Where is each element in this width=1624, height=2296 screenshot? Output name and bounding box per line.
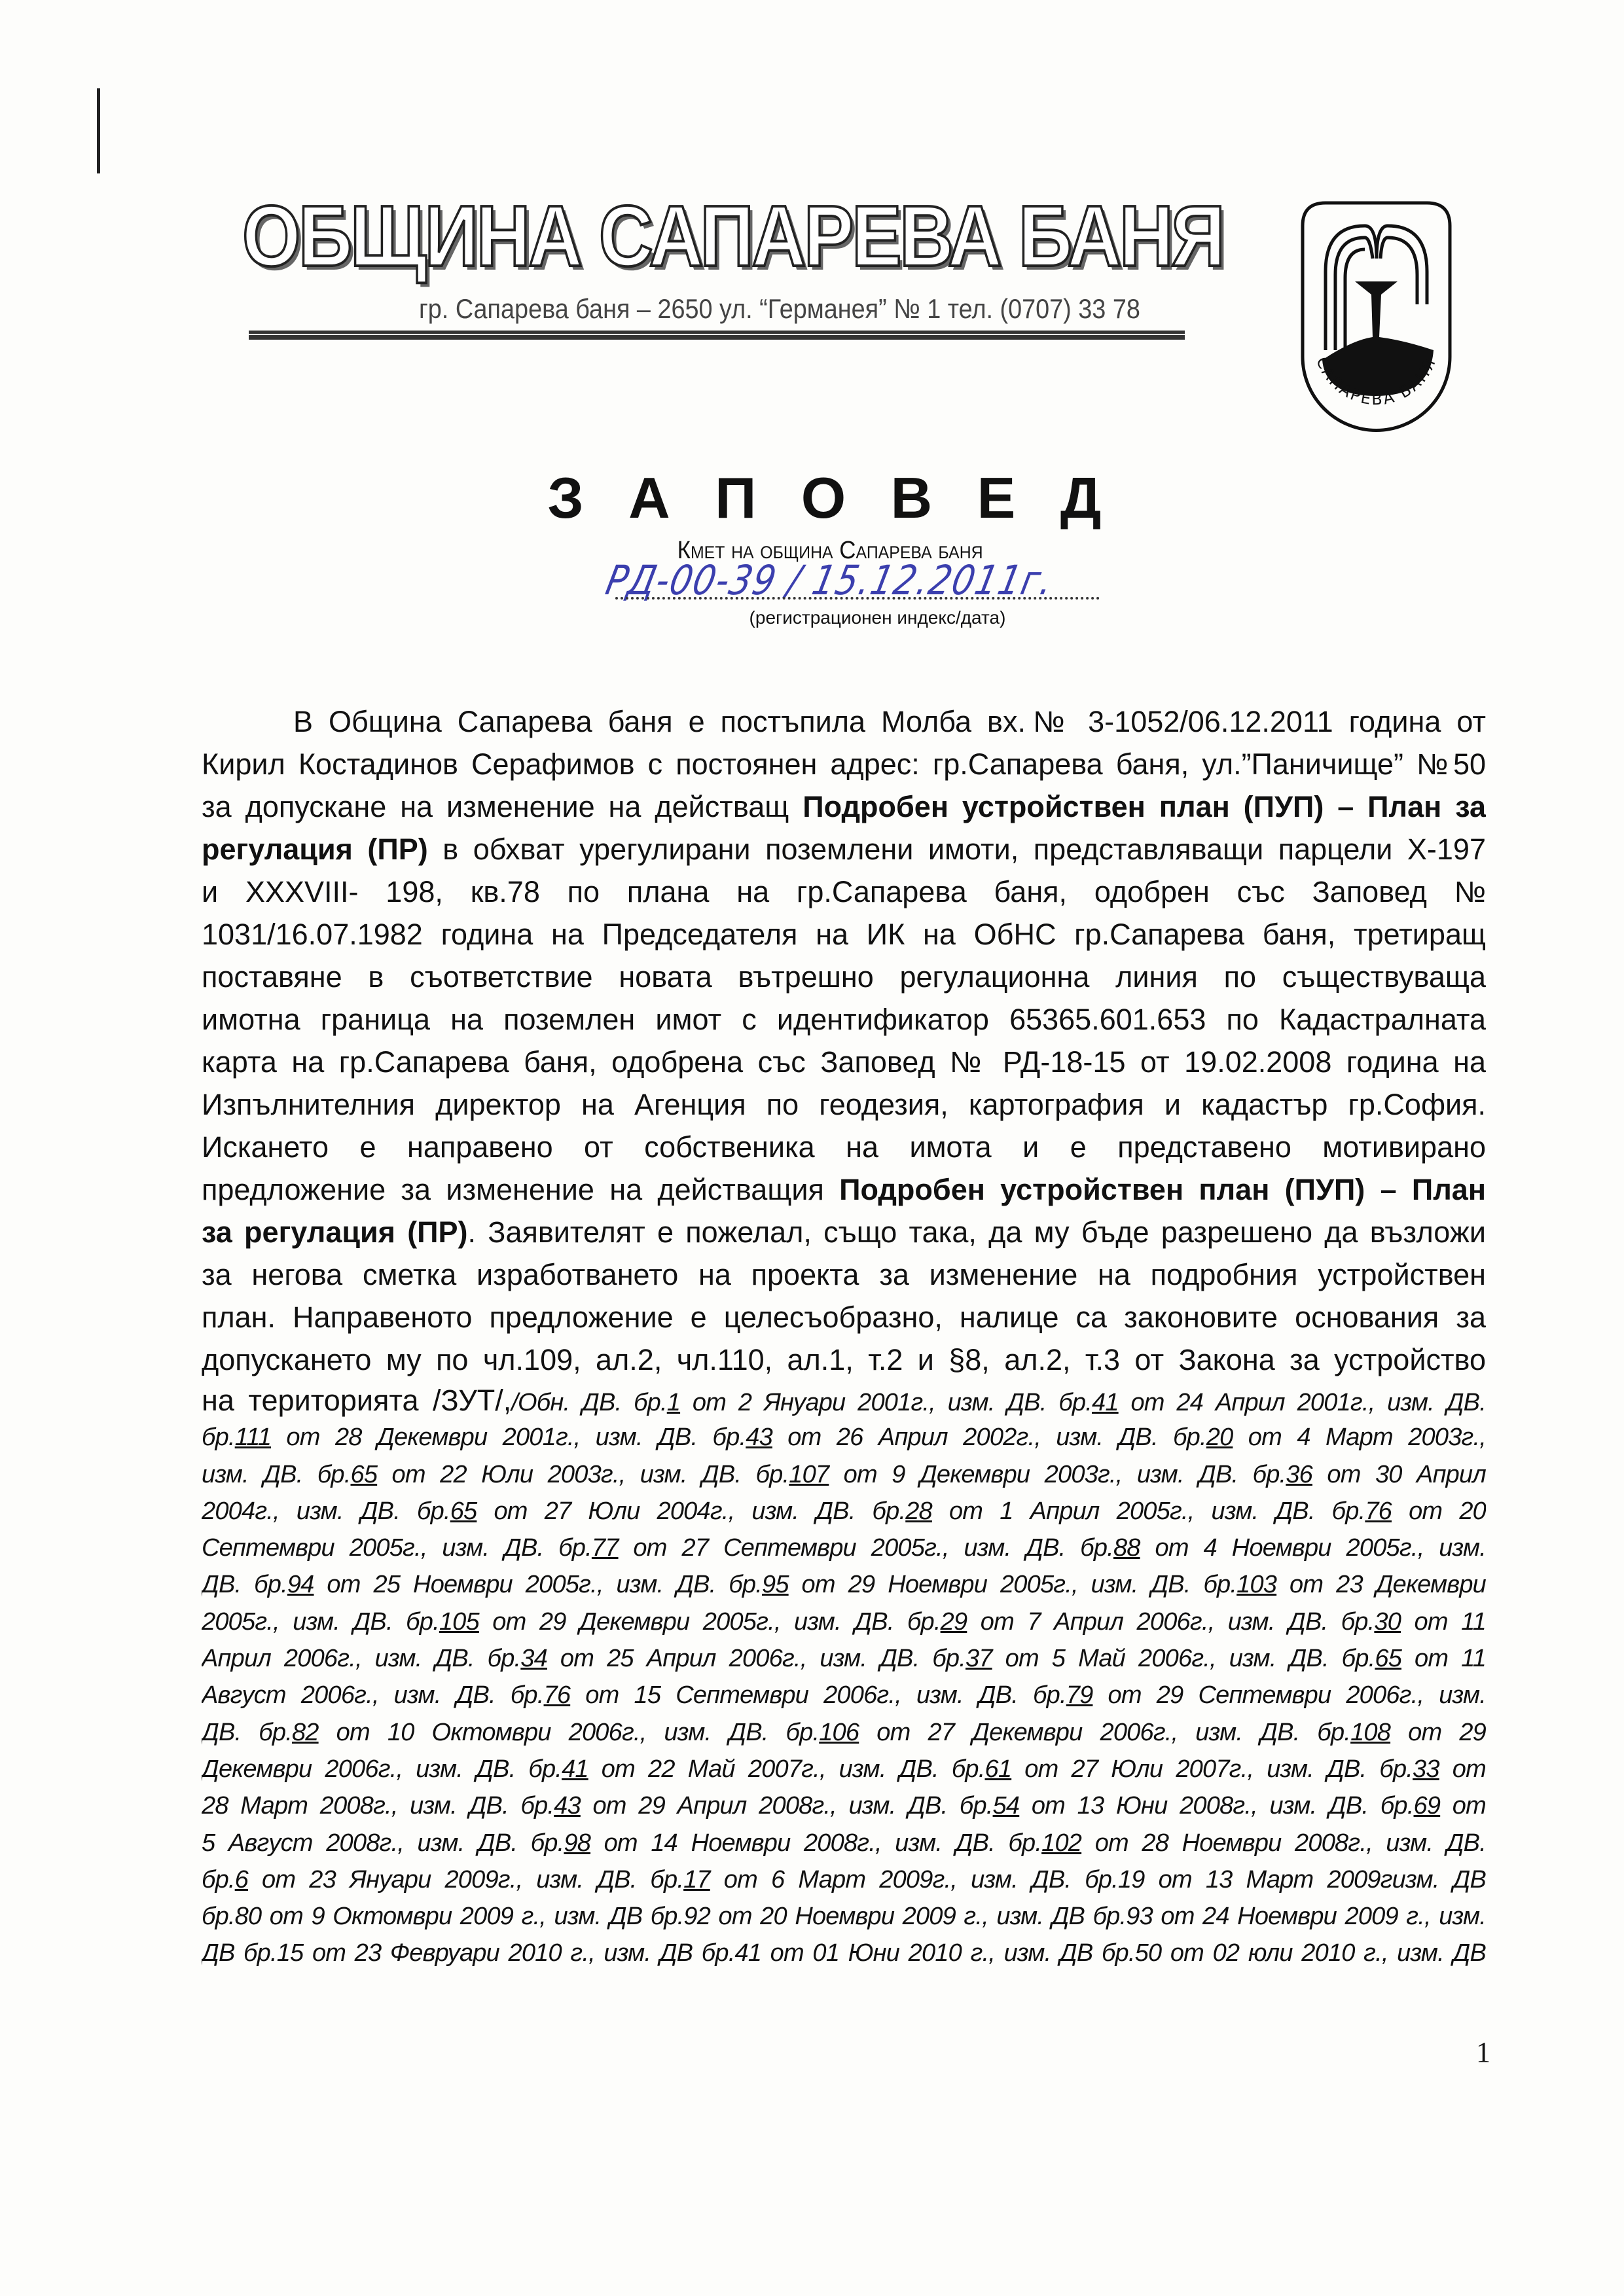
gazette-issue-number: 20 bbox=[1206, 1424, 1233, 1452]
body-line bbox=[202, 870, 1486, 913]
margin-mark bbox=[97, 88, 100, 173]
text-segment: бр.80 от 9 Октомври 2009 г., изм. ДВ бр.92 от 20 Ноември 2009 г., изм. ДВ бр.93 от 24 Ноември 2009 г., изм. bbox=[202, 1903, 1486, 1931]
text-segment: Изпълнителния директор на Агенция по геодезия, картография и кадастър гр.София. bbox=[202, 1088, 1486, 1121]
text-segment: Декември 2006г., изм. ДВ. бр. bbox=[202, 1755, 562, 1783]
body-line bbox=[202, 1296, 1486, 1338]
body-line bbox=[202, 1041, 1486, 1083]
text-segment: В Община Сапарева баня е постъпила Молба вх.№ 3-1052/06.12.2011 година от bbox=[293, 705, 1486, 738]
text-segment: поставяне в съответствие новата вътрешно регулационна линия по съществуваща bbox=[202, 960, 1486, 994]
gazette-issue-number: 107 bbox=[789, 1460, 829, 1488]
gazette-issue-number: 54 bbox=[992, 1792, 1020, 1820]
gazette-issue-number: 65 bbox=[1375, 1645, 1402, 1673]
text-segment: от 29 Декември 2005г., изм. ДВ. бр. bbox=[478, 1607, 941, 1636]
legal-reference-line bbox=[202, 1787, 1486, 1824]
registration-dotted-line bbox=[615, 597, 1100, 600]
gazette-issue-number: 102 bbox=[1041, 1829, 1082, 1857]
bold-text-segment: регулация (ПР) bbox=[202, 833, 428, 866]
legal-reference-line bbox=[202, 1530, 1486, 1566]
legal-reference-line bbox=[202, 1825, 1486, 1861]
text-segment: от 4 Март 2003г., bbox=[1233, 1424, 1486, 1452]
text-segment: Август 2006г., изм. ДВ. бр. bbox=[202, 1681, 544, 1710]
text-segment: от 27 Юли 2004г., изм. ДВ. бр. bbox=[477, 1497, 906, 1525]
text-segment: 2005г., изм. ДВ. бр. bbox=[202, 1607, 439, 1636]
text-segment: имотна граница на поземлен имот с идентификатор 65365.601.653 по Кадастралната bbox=[202, 1003, 1486, 1036]
text-segment: от 11 bbox=[1401, 1645, 1486, 1673]
gazette-issue-number: 108 bbox=[1350, 1718, 1391, 1746]
text-segment: от 27 Юли 2007г., изм. ДВ. бр. bbox=[1011, 1755, 1413, 1783]
text-segment: от 25 Април 2006г., изм. ДВ. бр. bbox=[547, 1645, 965, 1673]
body-line bbox=[202, 1253, 1486, 1296]
text-segment: бр. bbox=[202, 1424, 235, 1452]
legal-reference-line bbox=[202, 1419, 1486, 1456]
gazette-issue-number: 34 bbox=[520, 1645, 547, 1673]
letterhead-org-name: ОБЩИНА САПАРЕВА БАНЯ bbox=[242, 188, 1223, 284]
gazette-issue-number: 65 bbox=[350, 1460, 378, 1488]
text-segment: от 28 Ноември 2008г., изм. ДВ. bbox=[1081, 1829, 1486, 1857]
gazette-issue-number: 77 bbox=[591, 1534, 619, 1562]
gazette-issue-number: 69 bbox=[1413, 1792, 1441, 1820]
gazette-issue-number: 37 bbox=[965, 1645, 992, 1673]
body-line bbox=[202, 1338, 1486, 1381]
text-segment: 1031/16.07.1982 година на Председателя на ИК на ОбНС гр.Сапарева баня, третиращ bbox=[202, 918, 1486, 951]
legal-reference-line bbox=[202, 1861, 1486, 1898]
gazette-issue-number: 41 bbox=[562, 1755, 588, 1783]
text-segment: за негова сметка изработването на проекта за изменение на подробния устройствен bbox=[202, 1258, 1486, 1291]
text-segment: от 23 Януари 2009г., изм. ДВ. бр. bbox=[248, 1865, 684, 1893]
handwritten-registration-number: РД-00-39 / 15.12.2011г. bbox=[602, 556, 1058, 604]
text-segment: от bbox=[1439, 1755, 1486, 1783]
gazette-issue-number: 94 bbox=[287, 1571, 314, 1599]
text-segment: от 27 Септември 2005г., изм. ДВ. бр. bbox=[618, 1534, 1113, 1562]
body-line bbox=[202, 998, 1486, 1041]
municipality-coat-of-arms-logo bbox=[1299, 200, 1453, 442]
gazette-issue-number: 43 bbox=[554, 1792, 581, 1820]
text-segment: от 28 Декември 2001г., изм. ДВ. бр. bbox=[271, 1424, 746, 1452]
text-segment: от 26 Април 2002г., изм. ДВ. бр. bbox=[772, 1424, 1206, 1452]
text-segment: 28 Март 2008г., изм. ДВ. бр. bbox=[202, 1792, 554, 1820]
text-segment: карта на гр.Сапарева баня, одобрена със Заповед № РД-18-15 от 19.02.2008 година на bbox=[202, 1045, 1486, 1079]
text-segment: от 5 Май 2006г., изм. ДВ. бр. bbox=[992, 1645, 1375, 1673]
text-segment: от 29 Септември 2006г., изм. bbox=[1092, 1681, 1486, 1710]
gazette-issue-number: 76 bbox=[1365, 1497, 1392, 1525]
gazette-issue-number: 28 bbox=[905, 1497, 932, 1525]
text-segment: от 22 Май 2007г., изм. ДВ. бр. bbox=[588, 1755, 985, 1783]
legal-reference-line bbox=[202, 1898, 1486, 1935]
letterhead-divider bbox=[249, 331, 1185, 340]
legal-lead-text: на територията /ЗУТ/, bbox=[202, 1384, 512, 1417]
text-segment: 5 Август 2008г., изм. ДВ. бр. bbox=[202, 1829, 564, 1857]
gazette-issue-number: 41 bbox=[1091, 1389, 1119, 1416]
text-segment: . Заявителят е пожелал, също така, да му бъде разрешено да възложи bbox=[467, 1215, 1486, 1249]
text-segment: Искането е направено от собственика на имота и е представено мотивирано bbox=[202, 1130, 1486, 1164]
text-segment: ДВ. бр. bbox=[202, 1571, 287, 1599]
body-line bbox=[202, 1168, 1486, 1211]
body-line bbox=[202, 1211, 1486, 1253]
text-segment: Кирил Костадинов Серафимов с постоянен адрес: гр.Сапарева баня, ул.”Паничище” №50 bbox=[202, 747, 1486, 781]
text-segment: Април 2006г., изм. ДВ. бр. bbox=[202, 1645, 521, 1673]
gazette-issue-number: 106 bbox=[819, 1718, 859, 1746]
text-segment: от 7 Април 2006г., изм. ДВ. бр. bbox=[967, 1607, 1375, 1636]
gazette-issue-number: 105 bbox=[439, 1607, 479, 1636]
text-segment: от 29 bbox=[1390, 1718, 1486, 1746]
letterhead-address: гр. Сапарева баня – 2650 ул. “Германея” № 1 тел. (0707) 33 78 bbox=[419, 293, 1140, 324]
text-segment: от 29 Април 2008г., изм. ДВ. бр. bbox=[580, 1792, 993, 1820]
legal-reference-line bbox=[202, 1640, 1486, 1677]
legal-reference-line bbox=[202, 1714, 1486, 1751]
text-segment: от 13 Юни 2008г., изм. ДВ. бр. bbox=[1019, 1792, 1414, 1820]
text-segment: от 2 Януари 2001г., изм. ДВ. бр. bbox=[680, 1389, 1092, 1416]
gazette-issue-number: 36 bbox=[1286, 1460, 1312, 1488]
text-segment: от 1 Април 2005г., изм. ДВ. бр. bbox=[931, 1497, 1365, 1525]
gazette-issue-number: 111 bbox=[234, 1424, 272, 1452]
text-segment: изм. ДВ. бр. bbox=[202, 1460, 351, 1488]
text-segment: ДВ бр.15 от 23 Февруари 2010 г., изм. ДВ бр.41 от 01 Юни 2010 г., изм. ДВ бр.50 от 02 юли 2010 г., изм. ДВ bbox=[202, 1939, 1486, 1967]
document-title: З А П О В Е Д bbox=[547, 465, 1116, 530]
gazette-issue-number: 33 bbox=[1413, 1755, 1439, 1783]
gazette-issue-number: 29 bbox=[940, 1607, 967, 1636]
text-segment: и XXXVIII- 198, кв.78 по плана на гр.Сапарева баня, одобрен със Заповед № bbox=[202, 875, 1486, 908]
text-segment: от 27 Декември 2006г., изм. ДВ. бр. bbox=[859, 1718, 1351, 1746]
body-line bbox=[202, 700, 1486, 743]
body-line bbox=[202, 1126, 1486, 1168]
text-segment: от 29 Ноември 2005г., изм. ДВ. бр. bbox=[788, 1571, 1237, 1599]
text-segment: за допускане на изменение на действащ bbox=[202, 790, 803, 823]
text-segment: предложение за изменение на действащия bbox=[202, 1173, 840, 1206]
text-segment: /Обн. ДВ. бр. bbox=[511, 1389, 667, 1416]
gazette-issue-number: 82 bbox=[291, 1718, 319, 1746]
text-segment: от bbox=[1440, 1792, 1486, 1820]
text-segment: от 14 Ноември 2008г., изм. ДВ. бр. bbox=[590, 1829, 1042, 1857]
gazette-issue-number: 17 bbox=[683, 1865, 710, 1893]
bold-text-segment: Подробен устройствен план (ПУП) – План bbox=[839, 1173, 1486, 1206]
text-segment: от 22 Юли 2003г., изм. ДВ. бр. bbox=[377, 1460, 789, 1488]
text-segment: 2004г., изм. ДВ. бр. bbox=[202, 1497, 450, 1525]
gazette-issue-number: 103 bbox=[1236, 1571, 1277, 1599]
gazette-issue-number: 79 bbox=[1066, 1681, 1093, 1710]
text-segment: от 10 Октомври 2006г., изм. ДВ. бр. bbox=[318, 1718, 820, 1746]
legal-reference-line bbox=[202, 1566, 1486, 1603]
legal-reference-line bbox=[202, 1604, 1486, 1640]
text-segment: от 15 Септември 2006г., изм. ДВ. бр. bbox=[570, 1681, 1066, 1710]
gazette-issue-number: 98 bbox=[564, 1829, 591, 1857]
text-segment: Септември 2005г., изм. ДВ. бр. bbox=[202, 1534, 592, 1562]
gazette-issue-number: 88 bbox=[1113, 1534, 1140, 1562]
text-segment: от 11 bbox=[1401, 1607, 1486, 1636]
bold-text-segment: за регулация (ПР) bbox=[202, 1215, 468, 1249]
body-line bbox=[202, 1083, 1486, 1126]
text-segment: от 24 Април 2001г., изм. ДВ. bbox=[1118, 1389, 1486, 1416]
legal-reference-line bbox=[202, 1935, 1486, 1971]
text-segment: от 4 Ноември 2005г., изм. bbox=[1140, 1534, 1486, 1562]
body-line bbox=[202, 956, 1486, 998]
gazette-issue-number: 43 bbox=[746, 1424, 772, 1452]
text-segment: от 6 Март 2009г., изм. ДВ. бр.19 от 13 Март 2009гизм. ДВ bbox=[710, 1865, 1486, 1893]
text-segment: от 20 bbox=[1392, 1497, 1486, 1525]
text-segment: от 30 Април bbox=[1312, 1460, 1486, 1488]
gazette-issue-number: 30 bbox=[1374, 1607, 1401, 1636]
bold-text-segment: Подробен устройствен план (ПУП) – План за bbox=[803, 790, 1486, 823]
gazette-issue-number: 1 bbox=[666, 1389, 681, 1416]
gazette-issue-number: 6 bbox=[234, 1865, 249, 1893]
text-segment: ДВ. бр. bbox=[202, 1718, 292, 1746]
page-number: 1 bbox=[1476, 2036, 1490, 2068]
text-segment: план. Направеното предложение е целесъобразно, налице са законовите основания за bbox=[202, 1300, 1486, 1334]
gazette-issue-number: 76 bbox=[543, 1681, 571, 1710]
legal-reference-line bbox=[202, 1493, 1486, 1530]
legal-reference-line bbox=[202, 1751, 1486, 1787]
legal-reference-line bbox=[202, 1382, 1486, 1419]
body-line bbox=[202, 828, 1486, 870]
gazette-issue-number: 65 bbox=[450, 1497, 477, 1525]
document-issuer: Кмет на община Сапарева баня bbox=[677, 537, 983, 564]
text-segment: от 9 Декември 2003г., изм. ДВ. бр. bbox=[829, 1460, 1286, 1488]
text-segment: в обхват урегулирани поземлени имоти, представляващи парцели Х-197 bbox=[427, 833, 1486, 866]
gazette-issue-number: 61 bbox=[984, 1755, 1012, 1783]
text-segment: бр. bbox=[202, 1865, 235, 1893]
body-line bbox=[202, 785, 1486, 828]
order-body-paragraph bbox=[202, 700, 1486, 1381]
text-segment: от 23 Декември bbox=[1276, 1571, 1486, 1599]
body-line bbox=[202, 913, 1486, 956]
gazette-issue-number: 95 bbox=[761, 1571, 789, 1599]
legal-reference-line bbox=[202, 1677, 1486, 1713]
legal-reference-line bbox=[202, 1456, 1486, 1493]
text-segment: от 25 Ноември 2005г., изм. ДВ. бр. bbox=[314, 1571, 762, 1599]
legal-references-paragraph bbox=[202, 1382, 1486, 1972]
registration-caption: (регистрационен индекс/дата) bbox=[749, 607, 1006, 628]
logo-text: САПАРЕВА БАНЯ bbox=[1312, 354, 1440, 409]
body-line bbox=[202, 743, 1486, 785]
text-segment: допускането му по чл.109, ал.2, чл.110, ал.1, т.2 и §8, ал.2, т.3 от Закона за устройство bbox=[202, 1343, 1486, 1376]
